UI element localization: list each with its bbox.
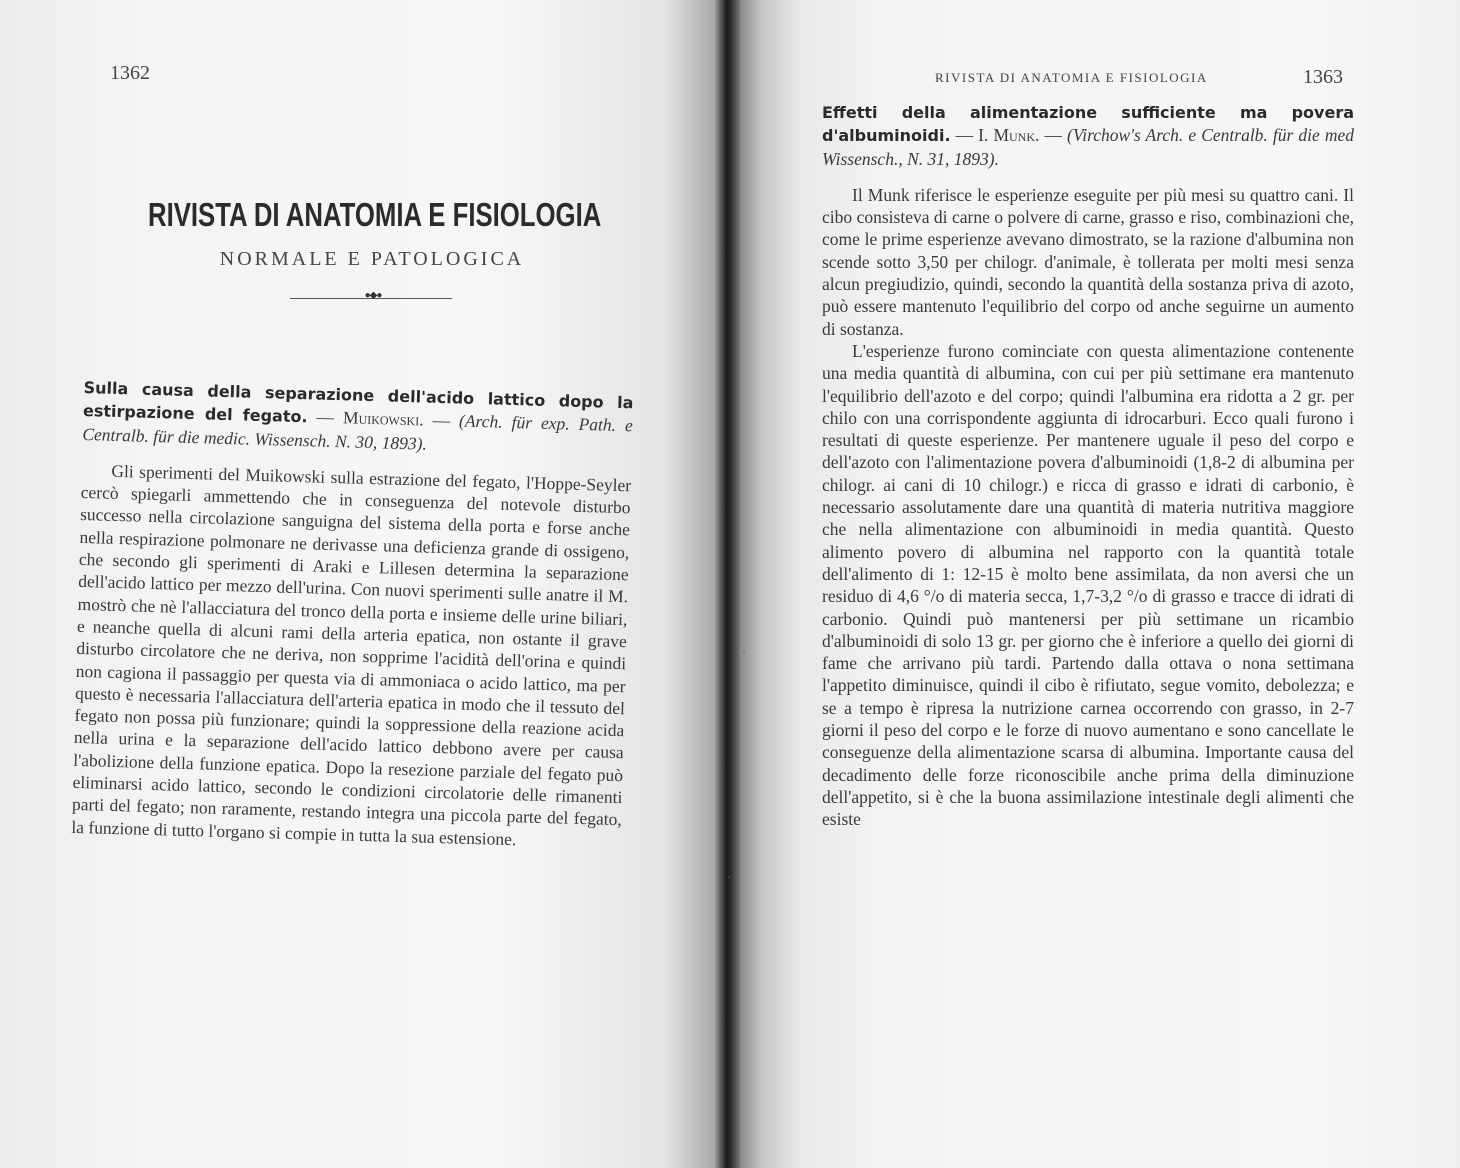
left-page (0, 0, 715, 1168)
running-head: RIVISTA DI ANATOMIA E FISIOLOGIA (935, 70, 1208, 85)
article-citation: (Arch. für exp. Path. e Centralb. für die medic. Wissensch. N. 30, 1893). (82, 410, 634, 454)
ornament-icon: ●◆● (364, 290, 382, 301)
article-body: Gli sperimenti del Muikowski sulla estrazione del fegato, l'Hoppe-Seyler cercò spiegarli ammettendo che in conseguenza del notevole disturbo successo nella circolazione sanguigna del sistema della porta e forse anche nella respirazione polmonare ne derivasse una deficienza grande di ossigeno, che secondo gli sperimenti di Araki e Lillesen determina la separazione dell'acido lattico per mezzo dell'urina. Con nuovi sperimenti sulle anatre il M. mostrò che nè l'allacciatura del tronco della porta e insieme delle urine biliari, e neanche quella di alcuni rami della arteria epatica, non ostante il grave disturbo circolatore che ne deriva, non sopprime l'acidità dell'orina e quindi non cagiona il passaggio per questa via di ammoniaca o acido lattico, ma per questo è necessaria l'allacciatura dell'arteria epatica in modo che il tessuto del fegato non possa più funzionare; quindi la soppressione della reazione acida nella urina e la separazione dell'acido lattico debbono avere per causa l'abolizione della funzione epatica. Dopo la resezione parziale del fegato può eliminarsi acido lattico, secondo le condizioni circolatorie delle rimanenti parti del fegato; non raramente, restando integra una piccola parte del fegato, la funzione di tutto l'organo si compie in tutta la sua estensione. (71, 460, 632, 849)
left-article (71, 376, 634, 853)
article-heading-block-right: Effetti della alimentazione sufficiente ma povera d'albuminoidi. — I. Munk. — (Virchow's Arch. e Centralb. für die med Wissensch., N. 31, 1893). (822, 103, 1354, 169)
book-gutter (715, 0, 740, 1168)
article-author-right: I. Munk. (978, 125, 1040, 146)
right-article (822, 101, 1354, 831)
article-author: Muikowski. (342, 407, 424, 430)
journal-subtitle: NORMALE E PATOLOGICA (219, 248, 525, 270)
article-heading: Sulla causa della separazione dell'acido lattico dopo la estirpazione del fegato. (82, 377, 634, 427)
article-paragraph-1: Il Munk riferisce le esperienze eseguite per più mesi su quattro cani. Il cibo consisteva di carne o polvere di carne, grasso e riso, combinazioni che, come le prime esperienze avevano dimostrato, se la razione d'albumina non scende sotto 3,50 per chilogr. d'animale, è tollerata per molti mesi senza alcun pregiudizio, quindi, secondo la quantità della sostanza priva di azoto, può essere mantenuto l'equilibrio del corpo od anche seguirne un aumento di sostanza. (822, 184, 1354, 339)
article-heading-right: Effetti della alimentazione sufficiente ma povera d'albuminoidi. (822, 103, 1354, 146)
margin-speck: · (737, 515, 741, 529)
article-heading-block: Sulla causa della separazione dell'acido lattico dopo la estirpazione del fegato. — Muikowski. — (Arch. für exp. Path. e Centralb. für die medic. Wissensch. N. 30, 1893). (82, 377, 634, 454)
journal-title: RIVISTA DI ANATOMIA E FISIOLOGIA (148, 196, 602, 233)
article-citation-right: (Virchow's Arch. e Centralb. für die med Wissensch., N. 31, 1893). (822, 125, 1354, 169)
page-number-left: 1362 (110, 62, 150, 84)
page-number-right: 1363 (1303, 66, 1343, 88)
margin-speck: · (742, 645, 746, 659)
article-paragraph-2: L'esperienze furono cominciate con questa alimentazione contenente una media quantità di albumina, con cui per più settimane era mantenuto l'equilibrio dell'azoto e del corpo; quindi l'albumina era ridotta a 2 gr. per chilo con una corrispondente aggiunta di idrocarburi. Ecco quali furono i resultati di queste esperienze. Per mantenere uguale il peso del corpo e dell'azoto con l'alimentazione povera d'albuminoidi (1,8-2 di albumina per chilogr. ai cani di 10 chilogr.) e ricca di grasso e idrati di carbonio, è necessario assolutamente dare una quantità di materia nutritiva maggiore che nella alimentazione con albuminoidi in media quantità. Questo alimento povero di albumina nel rapporto con la quantità totale dell'alimento di 1: 12-15 è molto bene assimilata, da non aversi che un residuo di 4,6 °/o di materia secca, 1,7-3,2 °/o di grasso e tracce di idrati di carbonio. Quindi può mantenersi per più settimane un ricambio d'albuminoidi di solo 13 gr. per giorno che è inferiore a quello dei giorni di fame che arrivano più tardi. Partendo dalla ottava o nona settimana l'appetito diminuisce, quindi il cibo è rifiutato, segue vomito, debolezza; e se a tempo è ripresa la nutrizione carnea occorrendo con grasso, in 2-7 giorni il peso del corpo e le forze di nuovo aumentano e sono cancellate le conseguenze della alimentazione scarsa di albumina. Importante causa del decadimento delle forze riconoscibile anche prima della diminuzione dell'appetito, si è che la buona assimilazione intestinale degli alimenti che esiste (822, 340, 1354, 830)
margin-speck: · (727, 870, 731, 884)
